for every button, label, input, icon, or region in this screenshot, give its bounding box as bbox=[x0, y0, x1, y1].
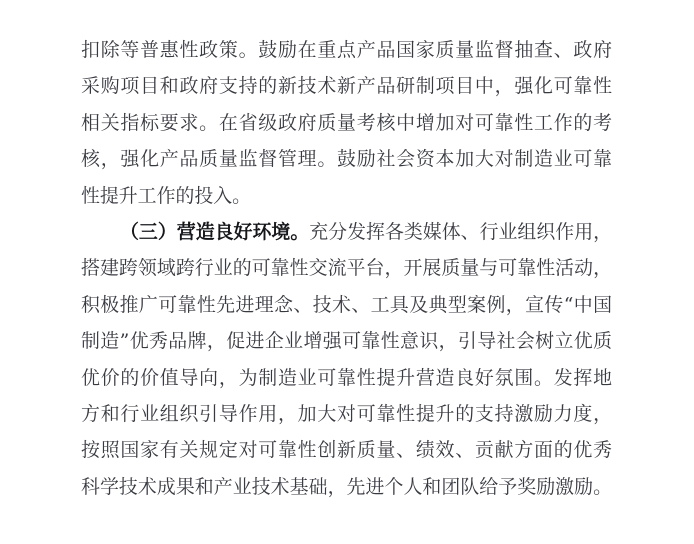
para2-line-5: 优价的价值导向，为制造业可靠性提升营造良好氛围。发挥地 bbox=[81, 366, 612, 389]
para1-line-3: 相关指标要求。在省级政府质量考核中增加对可靠性工作的考 bbox=[81, 111, 612, 134]
para2-line-1 bbox=[81, 214, 612, 250]
para1-line-4: 核，强化产品质量监督管理。鼓励社会资本加大对制造业可靠 bbox=[81, 148, 612, 171]
para2-line-7: 按照国家有关规定对可靠性创新质量、绩效、贡献方面的优秀 bbox=[81, 439, 612, 462]
para2-line-6: 方和行业组织引导作用，加大对可靠性提升的支持激励力度， bbox=[81, 402, 612, 425]
para1-line-1: 扣除等普惠性政策。鼓励在重点产品国家质量监督抽查、政府 bbox=[81, 39, 612, 61]
para1-line-5: 性提升工作的投入。 bbox=[81, 184, 252, 207]
para2-line-4: 制造”优秀品牌，促进企业增强可靠性意识，引导社会树立优质 bbox=[81, 330, 612, 353]
para2-line-1-text: 充分发挥各类媒体、行业组织作用， bbox=[309, 220, 612, 243]
para2-line-8: 科学技术成果和产业技术基础，先进个人和团队给予奖励激励。 bbox=[81, 475, 612, 498]
section-heading: （三）营造良好环境。 bbox=[120, 220, 310, 243]
document-text-block bbox=[81, 32, 612, 505]
para2-line-2: 搭建跨领域跨行业的可靠性交流平台，开展质量与可靠性活动， bbox=[81, 257, 612, 280]
para2-line-3: 积极推广可靠性先进理念、技术、工具及典型案例，宣传“中国 bbox=[81, 293, 612, 316]
para1-line-2: 采购项目和政府支持的新技术新产品研制项目中，强化可靠性 bbox=[81, 75, 612, 98]
